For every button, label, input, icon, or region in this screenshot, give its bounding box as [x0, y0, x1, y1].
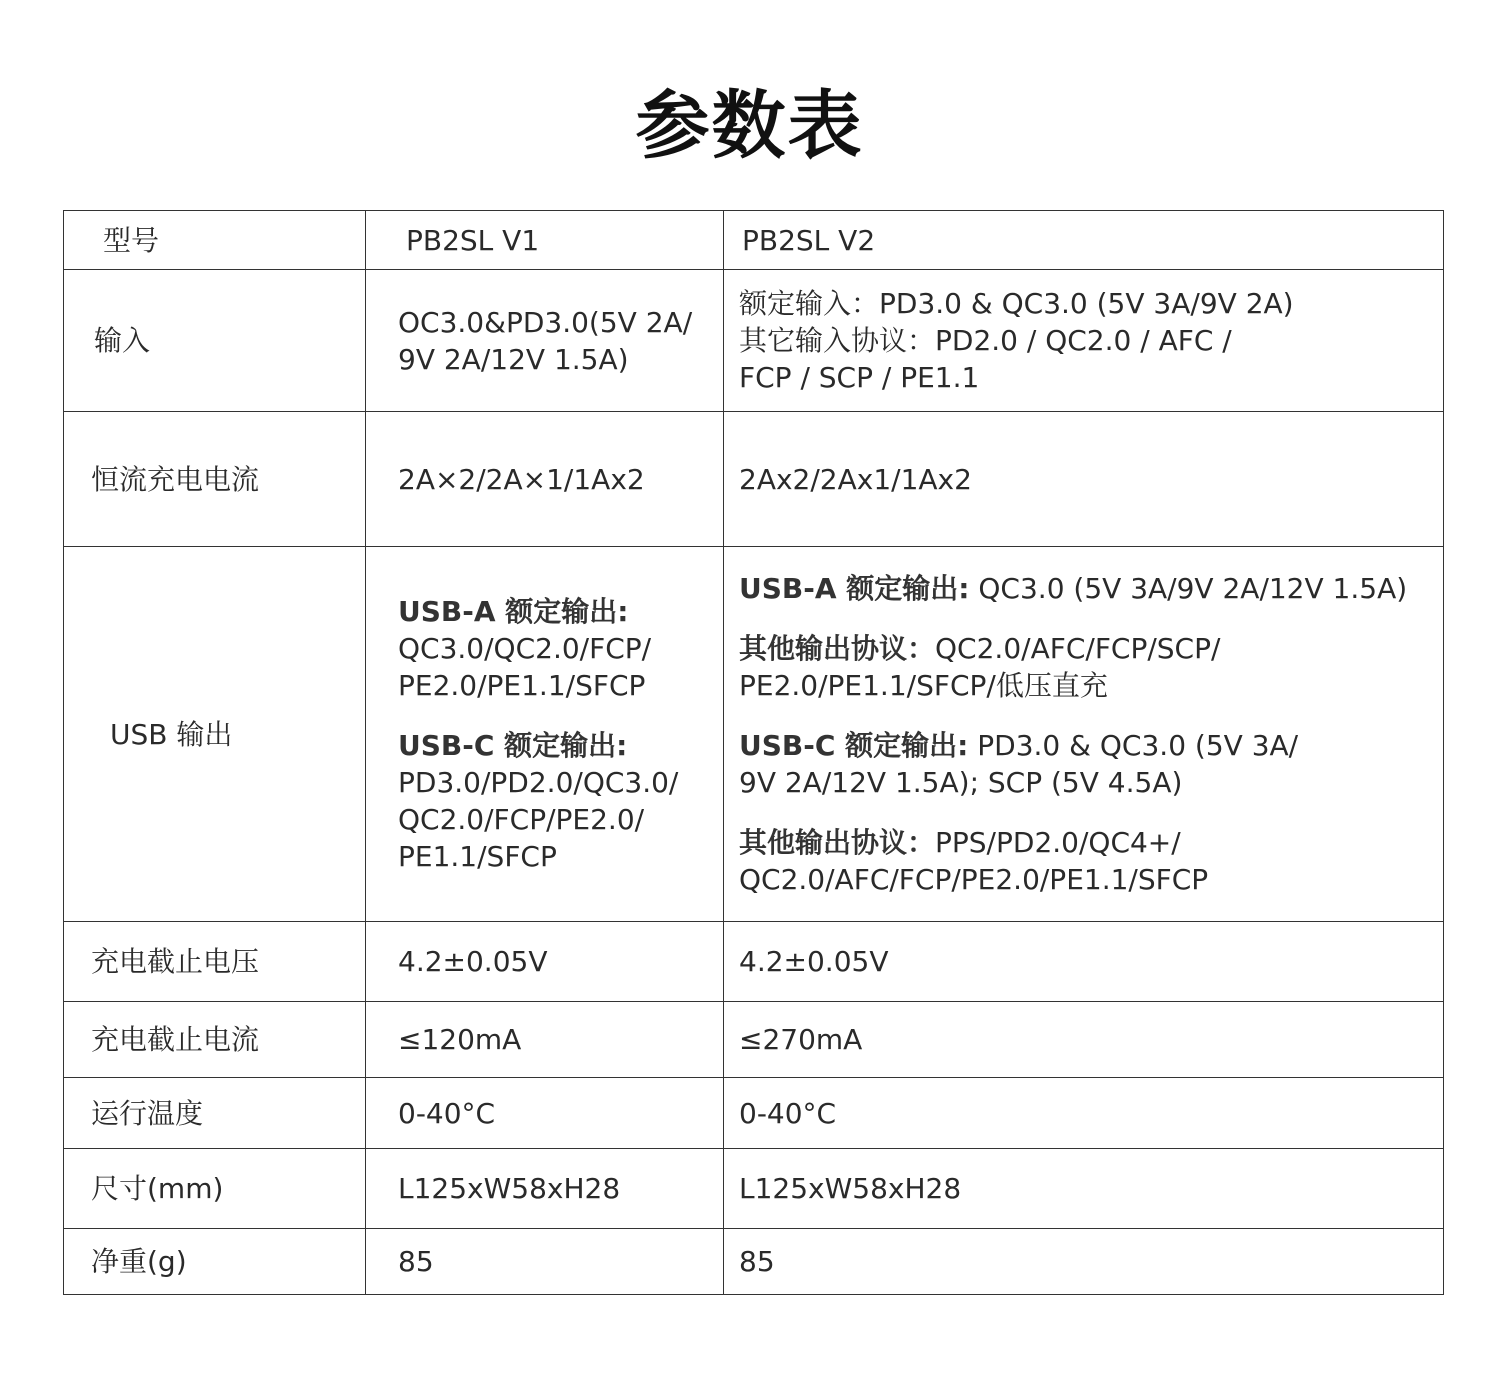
- cc-v1-cell: [366, 412, 724, 547]
- temp-label: 运行温度: [91, 1096, 204, 1130]
- weight-v2: 85: [739, 1245, 775, 1278]
- table-row-cutoff-voltage: [64, 922, 1444, 1002]
- size-label-cell: [64, 1149, 366, 1229]
- coc-label: 充电截止电流: [91, 1023, 260, 1056]
- input-label: 输入: [94, 324, 151, 357]
- cc-v1: 2A×2/2A×1/1Ax2: [398, 462, 645, 496]
- cc-v2: 2Ax2/2Ax1/1Ax2: [739, 462, 972, 496]
- usb-v2-cell: [724, 547, 1444, 922]
- table-row-usb-output: [64, 547, 1444, 922]
- usb-label-cell: [64, 547, 366, 922]
- table-row-model: [64, 211, 1444, 270]
- cov-v2-cell: [724, 922, 1444, 1002]
- usb-v2-c-line2: 9V 2A/12V 1.5A); SCP (5V 4.5A): [739, 766, 1183, 799]
- table-row-temperature: [64, 1078, 1444, 1149]
- input-v1-cell: [366, 270, 724, 412]
- input-v2-line: FCP / SCP / PE1.1: [739, 361, 980, 394]
- size-label: 尺寸(mm): [91, 1172, 224, 1205]
- weight-label-cell: [64, 1229, 366, 1295]
- model-label-cell: [64, 211, 366, 270]
- usb-v2-c-title: USB-C 额定输出:: [739, 729, 969, 762]
- table-row-cutoff-current: [64, 1002, 1444, 1078]
- usb-v1-c-line: PD3.0/PD2.0/QC3.0/: [398, 766, 679, 799]
- cov-v2: 4.2±0.05V: [739, 945, 889, 978]
- input-v2-line: 其它输入协议：PD2.0 / QC2.0 / AFC /: [739, 324, 1232, 357]
- input-v2-line: 额定输入：PD3.0 & QC3.0 (5V 3A/9V 2A): [739, 287, 1294, 320]
- temp-v2-cell: [724, 1078, 1444, 1149]
- size-v2-cell: [724, 1149, 1444, 1229]
- weight-label: 净重(g): [91, 1245, 187, 1278]
- weight-v1-cell: [366, 1229, 724, 1295]
- coc-v1: ≤120mA: [398, 1023, 522, 1056]
- model-v1-cell: [366, 211, 724, 270]
- usb-v2-c-other-title: 其他输出协议：: [739, 826, 936, 859]
- usb-v2-a-other-value: QC2.0/AFC/FCP/SCP/: [935, 632, 1221, 665]
- table-row-size: [64, 1149, 1444, 1229]
- spec-table: [63, 210, 1444, 1295]
- temp-v2: 0-40°C: [739, 1096, 837, 1130]
- temp-v1-cell: [366, 1078, 724, 1149]
- cc-label-cell: [64, 412, 366, 547]
- temp-label-cell: [64, 1078, 366, 1149]
- model-v1: PB2SL V1: [406, 223, 540, 257]
- input-v2-cell: [724, 270, 1444, 412]
- usb-v2-c-other-value: PPS/PD2.0/QC4+/: [935, 826, 1181, 859]
- coc-v2-cell: [724, 1002, 1444, 1078]
- model-v2: PB2SL V2: [742, 223, 876, 257]
- usb-v2-a-value: QC3.0 (5V 3A/9V 2A/12V 1.5A): [969, 572, 1408, 605]
- input-label-cell: [64, 270, 366, 412]
- input-v1-line: 9V 2A/12V 1.5A): [398, 342, 629, 376]
- coc-v1-cell: [366, 1002, 724, 1078]
- usb-v1-cell: [366, 547, 724, 922]
- usb-v1-c-line: PE1.1/SFCP: [398, 840, 557, 873]
- cov-v1: 4.2±0.05V: [398, 945, 548, 978]
- usb-v1-a-title: USB-A 额定输出:: [398, 595, 629, 628]
- coc-v2: ≤270mA: [739, 1023, 863, 1056]
- usb-v1-c-line: QC2.0/FCP/PE2.0/: [398, 803, 645, 836]
- size-v1-cell: [366, 1149, 724, 1229]
- usb-v2-c-value: PD3.0 & QC3.0 (5V 3A/: [968, 729, 1299, 762]
- temp-v1: 0-40°C: [398, 1096, 496, 1130]
- page-title: 参数表: [635, 83, 864, 169]
- usb-v2-a-title: USB-A 额定输出:: [739, 572, 970, 605]
- model-label: 型号: [103, 223, 160, 257]
- cov-label: 充电截止电压: [91, 945, 260, 978]
- usb-label: USB 输出: [110, 717, 233, 751]
- weight-v1: 85: [398, 1245, 434, 1278]
- usb-v1-a-line: QC3.0/QC2.0/FCP/: [398, 632, 652, 665]
- table-row-weight: [64, 1229, 1444, 1295]
- size-v1: L125xW58xH28: [398, 1172, 621, 1205]
- usb-v1-c-title: USB-C 额定输出:: [398, 729, 628, 762]
- cov-label-cell: [64, 922, 366, 1002]
- weight-v2-cell: [724, 1229, 1444, 1295]
- cc-v2-cell: [724, 412, 1444, 547]
- input-v1-line: OC3.0&PD3.0(5V 2A/: [398, 305, 693, 339]
- coc-label-cell: [64, 1002, 366, 1078]
- model-v2-cell: [724, 211, 1444, 270]
- usb-v1-a-line: PE2.0/PE1.1/SFCP: [398, 669, 646, 702]
- table-row-constant-current: [64, 412, 1444, 547]
- usb-v2-c-other-line2: QC2.0/AFC/FCP/PE2.0/PE1.1/SFCP: [739, 863, 1209, 896]
- usb-v2-a-other-title: 其他输出协议：: [739, 632, 936, 665]
- cov-v1-cell: [366, 922, 724, 1002]
- usb-v2-a-other-line2: PE2.0/PE1.1/SFCP/低压直充: [739, 669, 1108, 702]
- cc-label: 恒流充电电流: [91, 462, 260, 496]
- table-row-input: [64, 270, 1444, 412]
- size-v2: L125xW58xH28: [739, 1172, 962, 1205]
